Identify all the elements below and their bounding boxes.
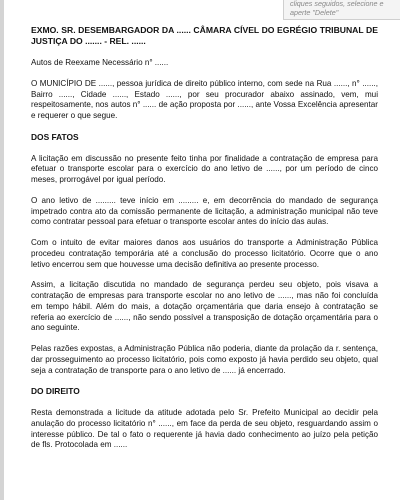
intro-paragraph: O MUNICÍPIO DE ......, pessoa jurídica de direito público interno, com sede na Rua ......, n° ......, Bairro ......, Cidade ......, Estado ......, por seu procurador abaixo assinado, vem, mui respeitosamente, nos autos n° ...... de ação proposta por ......, ante Vossa Excelência apresentar e requerer o que segue. xyxy=(31,78,378,120)
facts-paragraph: O ano letivo de ......... teve início em ......... e, em decorrência do mandado de segurança impetrado contra ato da comissão permanente de licitação, a administração municipal não teve como contratar pessoal para efetuar o transporte escolar antes do início das aulas. xyxy=(31,195,378,227)
section-heading-facts: DOS FATOS xyxy=(31,131,79,142)
petition-body xyxy=(31,25,378,461)
facts-paragraph: A licitação em discussão no presente feito tinha por finalidade a contratação de empresa para efetuar o transporte escolar para o exercício do ano letivo de ......, por um período de cinco meses, prorrogável por igual período. xyxy=(31,153,378,184)
section-heading-law: DO DIREITO xyxy=(31,386,80,397)
facts-paragraph: Pelas razões expostas, a Administração Pública não poderia, diante da prolação da r. sentença, dar prosseguimento ao processo licitatório, pois como exposto já havia perdido seu objeto, qual seja a contratação de transporte para o ano letivo de ...... já encerrado. xyxy=(31,344,378,375)
hint-line-2: aperte "Delete" xyxy=(290,8,339,17)
instruction-hint xyxy=(283,0,400,20)
petition-title: EXMO. SR. DESEMBARGADOR DA ...... CÂMARA CÍVEL DO EGRÉGIO TRIBUNAL DE JUSTIÇA DO ....... - REL. ...... xyxy=(31,25,378,46)
case-reference: Autos de Reexame Necessário n° ...... xyxy=(31,58,169,67)
facts-paragraph: Assim, a licitação discutida no mandado de segurança perdeu seu objeto, pois visava a contratação de empresas para transporte escolar no ano letivo de ......, mas não foi concluída em tempo hábil. Além do mais, a dotação orçamentária que daria ensejo à contratação se referia ao exercício de ......, não sendo possível a transposição de dotação orçamentária para o ano seguinte. xyxy=(31,280,378,333)
page-edge xyxy=(0,0,4,500)
facts-paragraph: Com o intuito de evitar maiores danos aos usuários do transporte a Administração Pública procedeu contratação temporária até a conclusão do processo licitatório. Ocorre que o ano letivo encerrou sem que houvesse uma decisão definitiva ao presente processo. xyxy=(31,238,378,269)
law-paragraph: Resta demonstrada a licitude da atitude adotada pelo Sr. Prefeito Municipal ao decidir pela anulação do processo licitatório n° ......, em face da perda de seu objeto, resguardando assim o interesse público. De tal o fato o requerente já havia dado conhecimento ao juízo pela petição de fls. Protocolada em ...... xyxy=(31,408,378,450)
hint-line-1: cliques seguidos, selecione e xyxy=(290,0,384,8)
